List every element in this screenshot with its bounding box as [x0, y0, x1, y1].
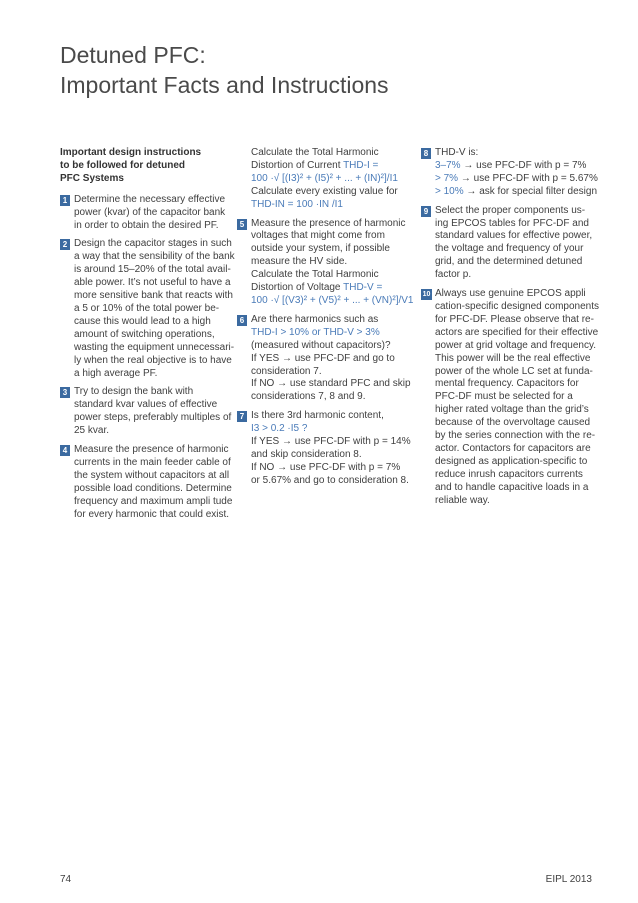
formula-text: > 10% [435, 185, 464, 197]
formula-text: > 7% [435, 172, 459, 184]
column-3 [421, 147, 599, 513]
step-number-badge: 1 [60, 195, 70, 206]
column-1 [60, 147, 235, 527]
step-number-badge: 10 [422, 291, 431, 299]
instruction-3: 3 Try to design the bank with standard kvar values of effective power steps, preferably multiples of 25 kvar. [60, 386, 230, 438]
page-title: Detuned PFC: Important Facts and Instructions [60, 42, 389, 98]
step-number-badge: 5 [237, 219, 247, 230]
instruction-8: 8 THD-V is: 3–7% → use PFC-DF with p = 7% > 7% → use PFC-DF with p = 5.67% > 10% → ask for special filter design [421, 147, 591, 199]
step-number-badge: 2 [60, 239, 70, 250]
page-number: 74 [60, 874, 72, 885]
document-code: EIPL 2013 [545, 874, 592, 885]
instruction-5: 5 Measure the presence of harmonic voltages that might come from outside your system, if possible measure the HV side. Calculate the Total Harmonic Distortion of Voltage THD-V = 100 ·√ [(V3)² + (V5)² + ... + (VN)²]/V1 [237, 218, 412, 308]
instruction-2: 2 Design the capacitor stages in such a way that the sensibility of the bank is around 15–20% of the total avail- able power. It’s not useful to have a more sensitive bank that reacts with a 5 or 10% of the total power be- cause this would lead to a high amount of switching operations, wasting the equipment unnecessari- ly when the real objective is to have a high average PF. [60, 238, 230, 380]
formula-text: THD-V = [343, 282, 383, 294]
formula-text: THD-IN = 100 ·IN /I1 [251, 198, 343, 210]
step-number-badge: 3 [60, 387, 70, 398]
instruction-7: 7 Is there 3rd harmonic content, I3 > 0.2 ·I5 ? If YES → use PFC-DF with p = 14% and skip consideration 8. If NO → use PFC-DF with p = 7% or 5.67% and go to consideration 8. [237, 410, 412, 487]
instruction-9: 9 Select the proper components us- ing EPCOS tables for PFC-DF and standard values for effective power, the voltage and frequency of your grid, and the determined detuned factor p. [421, 205, 591, 282]
instruction-1: 1 Determine the necessary effective power (kvar) of the capacitor bank in order to obtain the desired PF. [60, 194, 230, 233]
formula-text: THD-I > 10% or THD-V > 3% [251, 326, 380, 338]
formula-text: 3–7% [435, 159, 461, 171]
step-number-badge: 8 [421, 148, 431, 159]
step-number-badge: 7 [237, 411, 247, 422]
instruction-10: 10 Always use genuine EPCOS appli cation-specific designed components for PFC-DF. Please observe that re- actors are specified for their effective power at grid voltage and frequency. This power will be the real effective power of the whole LC set at funda- mental frequency. Capacitors for PFC-DF must be selected for a higher rated voltage than the grid’s because of the overvoltage caused by the series connection with the re- actor. Contactors for capacitors are designed as application-specific to reduce inrush capacitors currents and to handle capacitive loads in a reliable way. [422, 288, 599, 506]
instruction-4-continued: Calculate the Total Harmonic Distortion of Current THD-I = 100 ·√ [(I3)² + (I5)² + ... + (IN)²]/I1 Calculate every existing value for THD-IN = 100 ·IN /I1 [237, 147, 412, 212]
column-2 [237, 147, 412, 494]
step-number-badge: 4 [60, 445, 70, 456]
formula-text: 100 ·√ [(V3)² + (V5)² + ... + (VN)²]/V1 [251, 294, 414, 306]
formula-text: THD-I = [343, 159, 379, 171]
step-number-badge: 9 [421, 206, 431, 217]
formula-text: I3 > 0.2 ·I5 ? [251, 423, 308, 435]
formula-text: 100 ·√ [(I3)² + (I5)² + ... + (IN)²]/I1 [251, 172, 398, 184]
instruction-6: 6 Are there harmonics such as THD-I > 10% or THD-V > 3% (measured without capacitors)? If YES → use PFC-DF and go to consideration 7. If NO → use standard PFC and skip considerations 7, 8 and 9. [237, 314, 412, 404]
section-heading: Important design instructions to be followed for detuned PFC Systems [60, 147, 202, 184]
step-number-badge: 6 [237, 315, 247, 326]
instruction-4: 4 Measure the presence of harmonic currents in the main feeder cable of the system without capacitors at all possible load conditions. Determine frequency and maximum ampli tude for every harmonic that could exist. [60, 444, 230, 521]
